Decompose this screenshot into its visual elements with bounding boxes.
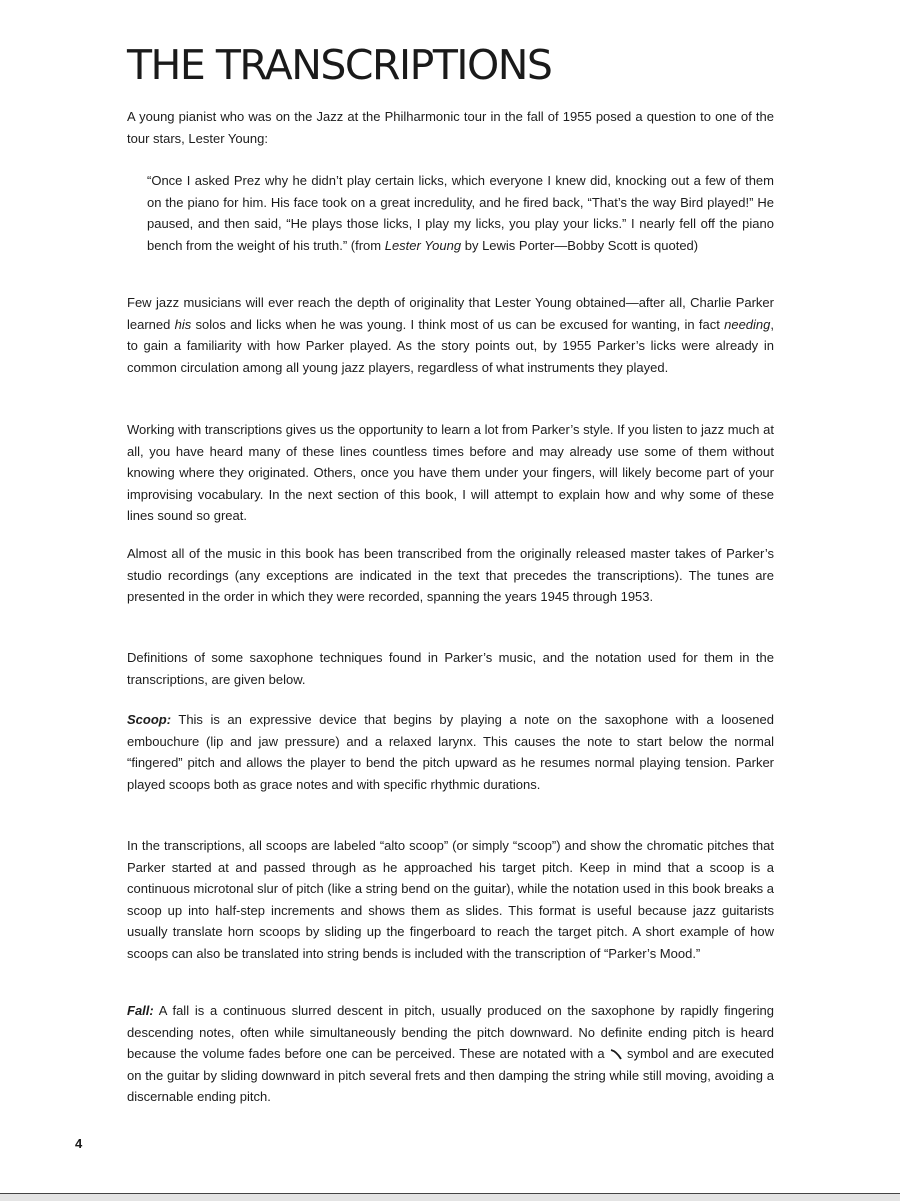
quote-attribution: by Lewis Porter—Bobby Scott is quoted) <box>461 237 699 253</box>
quote-book-title: Lester Young <box>384 237 462 253</box>
scoop-definition: This is an expressive device that begins by playing a note on the saxophone with a loosened embouchure (lip and jaw pressure) and a relaxed larynx. This causes the note to start below the normal “fingered” pitch and allows the player to bend the pitch upward as he resumes normal playing tension. Parker played scoops both as grace notes and with specific rhythmic durations. <box>127 712 774 792</box>
paragraph-fall <box>127 1000 774 1108</box>
originality-text-2: solos and licks when he was young. I think most of us can be excused for wanting, in fact <box>191 316 725 332</box>
fall-definition-2: symbol and are executed on the guitar by sliding downward in pitch several frets and then damping the string while still moving, avoiding a discernable ending pitch. <box>127 1046 774 1104</box>
paragraph-quote <box>147 170 774 256</box>
originality-text-1: Few jazz musicians will ever reach the depth of originality that Lester Young obtained—after all, Charlie Parker learned <box>127 295 774 332</box>
paragraph-definitions: Definitions of some saxophone techniques found in Parker’s music, and the notation used for them in the transcriptions, are given below. <box>127 650 774 687</box>
page-title: THE TRANSCRIPTIONS <box>127 41 552 89</box>
paragraph-scoop <box>127 709 774 795</box>
paragraph-originality <box>127 292 774 378</box>
scoop-term: Scoop: <box>127 712 172 727</box>
originality-emphasis-his: his <box>174 316 192 332</box>
fall-symbol-icon <box>609 1048 623 1060</box>
paragraph-almost: Almost all of the music in this book has been transcribed from the originally released master takes of Parker’s studio recordings (any exceptions are indicated in the text that precedes the transcriptions). The tunes are presented in the order in which they were recorded, spanning the years 1945 through 1953. <box>127 546 774 604</box>
paragraph-scoops-transcriptions: In the transcriptions, all scoops are labeled “alto scoop” (or simply “scoop”) and show the chromatic pitches that Parker started at and passed through as he approached his target pitch. Keep in mind that a scoop is a continuous microtonal slur of pitch (like a string bend on the guitar), while the notation used in this book breaks a scoop up into half-step increments and shows them as slides. This format is useful because jazz guitarists usually translate horn scoops by sliding up the fingerboard to reach the target pitch. A short example of how scoops can also be translated into string bends is included with the transcription of “Parker’s Mood.” <box>127 838 774 961</box>
fall-term: Fall: <box>127 1003 154 1018</box>
paragraph-intro: A young pianist who was on the Jazz at the Philharmonic tour in the fall of 1955 posed a question to one of the tour stars, Lester Young: <box>127 109 774 146</box>
originality-emphasis-needing: needing <box>724 316 771 332</box>
page-number: 4 <box>75 1136 83 1151</box>
paragraph-working: Working with transcriptions gives us the opportunity to learn a lot from Parker’s style. If you listen to jazz much at all, you have heard many of these lines countless times before and may already use some of them without knowing where they originated. Others, once you have them under your fingers, will likely become part of your improvising vocabulary. In the next section of this book, I will attempt to explain how and why some of these lines sound so great. <box>127 422 774 523</box>
originality-text-3: , to gain a familiarity with how Parker played. As the story points out, by 1955 Parker’s licks were already in common circulation among all young jazz players, regardless of what instruments they played. <box>127 316 775 375</box>
quote-text: “Once I asked Prez why he didn’t play certain licks, which everyone I knew did, knocking out a few of them on the piano for him. His face took on a great incredulity, and he fired back, “That’s the way Bird played!” He paused, and then said, “He plays those licks, I play my licks, you play your licks.” I nearly fell off the piano bench from the weight of his truth.” (from <box>147 173 774 253</box>
fall-definition-1: A fall is a continuous slurred descent in pitch, usually produced on the saxophone by rapidly fingering descending notes, often while simultaneously bending the pitch downward. No definite ending pitch is heard because the volume fades before one can be perceived. These are notated with a <box>127 1003 774 1061</box>
